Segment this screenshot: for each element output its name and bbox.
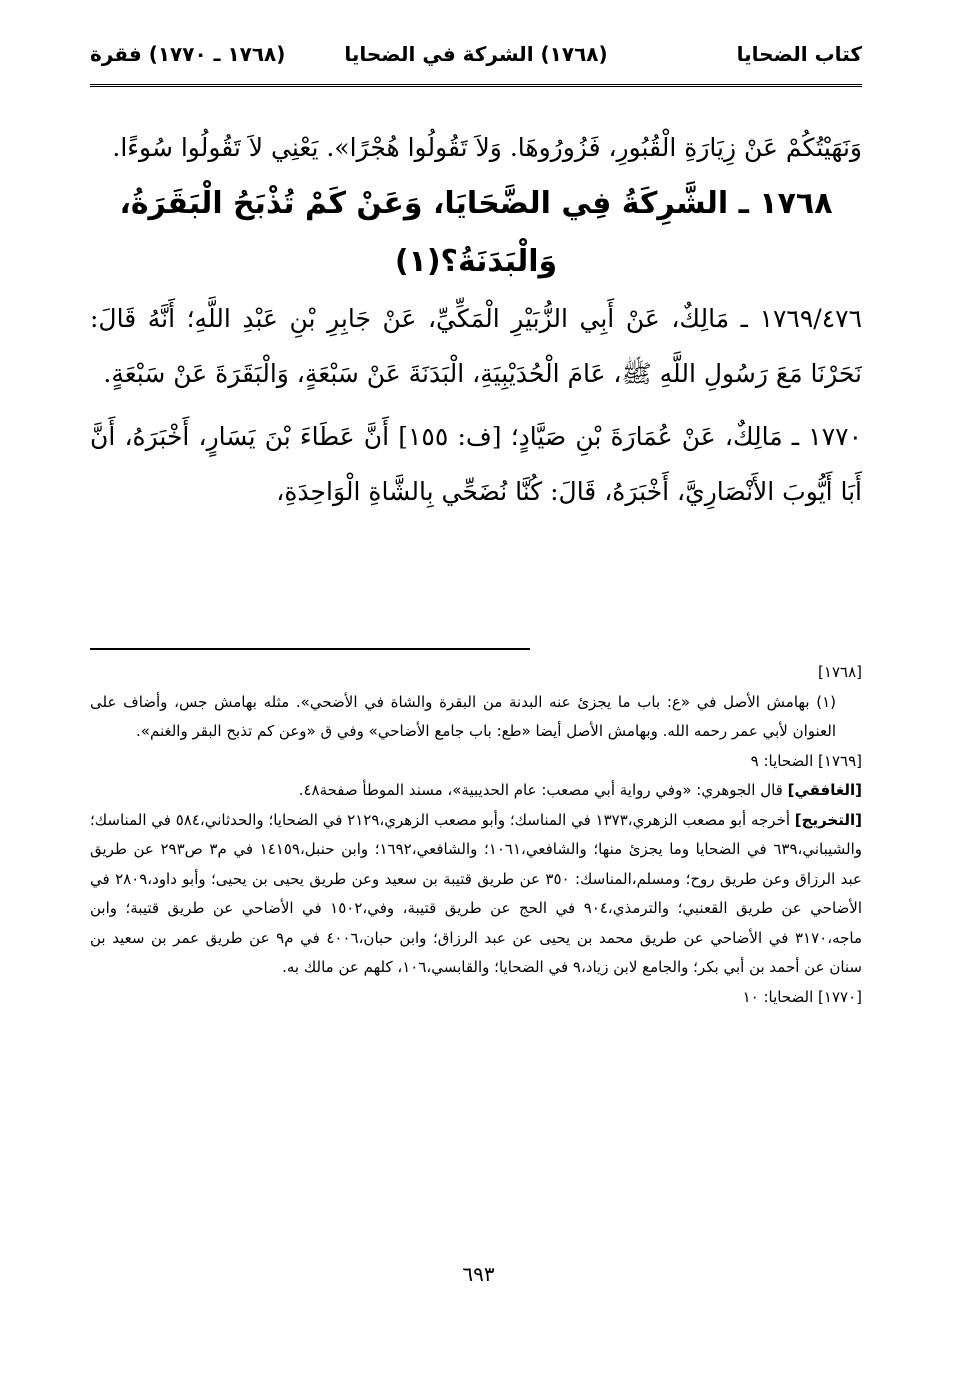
ghafiqi-note xyxy=(90,776,862,806)
takhrij-note xyxy=(90,806,862,983)
hadith-1770: ١٧٧٠ ـ مَالِكٌ، عَنْ عُمَارَةَ بْنِ صَيَّادٍ؛ [ف: ١٥٥] أَنَّ عَطَاءَ بْنَ يَسَارٍ، أَخْبَرَهُ، أَنَّ أَبَا أَيُّوبَ الأَنْصَارِيَّ، أَخْبَرَهُ، قَالَ: كُنَّا نُضَحِّي بِالشَّاةِ الْوَاحِدَةِ، xyxy=(90,422,862,506)
ghafiqi-text: قال الجوهري: «وفي رواية أبي مصعب: عام الحديبية»، مسند الموطأ صفحة٤٨. xyxy=(298,781,788,799)
footnote-rule xyxy=(90,648,530,650)
hadith-1769: ١٧٦٩/٤٧٦ ـ مَالِكٌ، عَنْ أَبِي الزُّبَيْرِ الْمَكِّيِّ، عَنْ جَابِرِ بْنِ عَبْدِ اللَّهِ؛ أَنَّهُ قَالَ: نَحَرْنَا مَعَ رَسُولِ اللَّهِ ﷺ، عَامَ الْحُدَيْبِيَةِ، الْبَدَنَةَ عَنْ سَبْعَةٍ، وَالْبَقَرَةَ عَنْ سَبْعَةٍ. xyxy=(90,304,862,388)
ref-1770: [١٧٧٠] الضحايا: ١٠ xyxy=(742,987,862,1006)
header-rule xyxy=(90,84,862,91)
main-text xyxy=(90,120,862,519)
chapter-heading: ١٧٦٨ ـ الشَّرِكَةُ فِي الضَّحَايَا، وَعَنْ كَمْ تُذْبَحُ الْبَقَرَةُ، وَالْبَدَنَةُ؟(١) xyxy=(119,186,833,279)
book-title: كتاب الضحايا xyxy=(736,42,862,66)
section-title: (١٧٦٨) الشركة في الضحايا xyxy=(344,42,608,66)
carryover-paragraph: وَنَهَيْتُكُمْ عَنْ زِيَارَةِ الْقُبُورِ، فَزُورُوهَا. وَلاَ تَقُولُوا هُجْرًا». يَعْنِي لاَ تَقُولُوا سُوءًا. xyxy=(112,133,862,162)
takhrij-label: [التخريج] xyxy=(794,810,862,829)
takhrij-text: أخرجه أبو مصعب الزهري،١٣٧٣ في المناسك؛ وأبو مصعب الزهري،٢١٢٩ في الضحايا؛ والحدثاني،٥٨٤ في المناسك؛ والشيباني،٦٣٩ في الضحايا وما يجزئ منها؛ والشافعي،١٠٦١؛ والشافعي،١٦٩٢؛ وابن حنبل،١٤١٥٩ في م٣ ص٢٩٣ عن طريق عبد الرزاق وعن طريق روح؛ ومسلم،المناسك: ٣٥٠ عن طريق قتيبة بن سعيد وعن طريق يحيى بن يحيى؛ وأبو داود،٢٨٠٩ في الأضاحي عن طريق القعنبي؛ والترمذي،٩٠٤ في الحج عن طريق قتيبة، وفي،١٥٠٢ في الأضاحي عن طريق قتيبة؛ وابن ماجه،٣١٧٠ في الأضاحي عن طريق محمد بن يحيى عن عبد الرزاق؛ وابن حبان،٤٠٠٦ في م٩ عن طريق عمر بن سعيد بن سنان عن أحمد بن أبي بكر؛ والجامع لابن زياد،٩ في الضحايا؛ والقابسي،١٠٦، كلهم عن مالك به. xyxy=(90,810,863,976)
running-header xyxy=(90,38,862,78)
footnote-1: (١) بهامش الأصل في «ع: باب ما يجزئ عنه البدنة من البقرة والشاة في الأضحي». مثله بهامش جس، وأضاف على العنوان لأبي عمر رحمه الله. وبهامش الأصل أيضا «طع: باب جامع الأضاحي» وفي ق «وعن كم تذبح البقر والغنم». xyxy=(90,692,836,740)
ref-1768: [١٧٦٨] xyxy=(818,663,862,681)
paragraph-range: (١٧٦٨ ـ ١٧٧٠) فقرة xyxy=(90,42,286,66)
ref-1769: [١٧٦٩] الضحايا: ٩ xyxy=(750,751,862,770)
ghafiqi-label: [الغافقي] xyxy=(787,781,862,799)
page-number: ٦٩٣ xyxy=(462,1262,495,1286)
footnotes xyxy=(90,658,862,1012)
